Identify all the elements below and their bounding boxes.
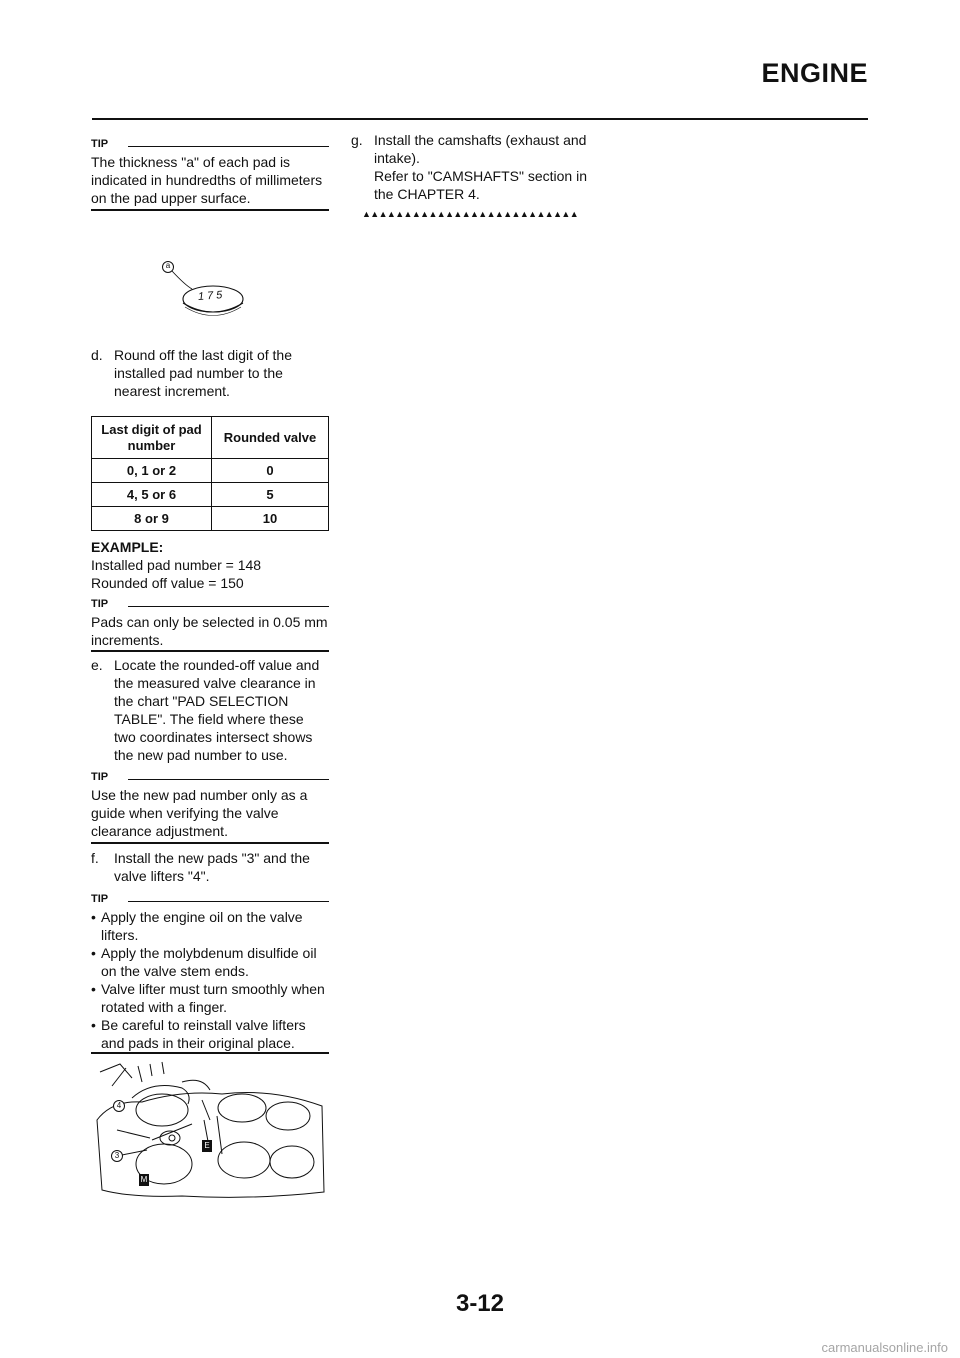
end-of-procedure-marker: ▲▲▲▲▲▲▲▲▲▲▲▲▲▲▲▲▲▲▲▲▲▲▲▲▲▲ <box>362 209 579 219</box>
step-text: Locate the rounded-off value and the measured valve clearance in the chart "PAD SELECTION TABLE". The field where these two coordinates intersect shows the new pad number to use. <box>114 657 320 763</box>
tip-end-rule <box>91 209 329 211</box>
tip-text: Use the new pad number only as a guide when verifying the valve clearance adjustment. <box>91 787 308 839</box>
callout-4: 4 <box>116 1101 122 1110</box>
pad-number: 175 <box>197 289 226 303</box>
table-row <box>92 507 329 531</box>
tip-label: TIP <box>91 893 109 905</box>
pad-callout: a <box>165 261 171 270</box>
engine-figure <box>92 1060 328 1200</box>
tip-rule <box>128 146 329 147</box>
table-cell: 5 <box>212 483 329 507</box>
step-label: d. <box>91 347 103 363</box>
step-label: e. <box>91 657 103 673</box>
tip-end-rule <box>91 1052 329 1054</box>
list-item: • Apply the molybdenum disulfide oil on the valve stem ends. <box>91 945 317 979</box>
step-text: Round off the last digit of the installed pad number to the nearest increment. <box>114 347 292 399</box>
step-label: g. <box>351 132 363 148</box>
table-cell: 4, 5 or 6 <box>92 483 212 507</box>
step-e <box>91 656 329 764</box>
table-row <box>92 459 329 483</box>
step-label: f. <box>91 850 99 866</box>
page-number: 3-12 <box>455 1290 505 1317</box>
list-item: • Be careful to reinstall valve lifters and pads in their original place. <box>91 1017 306 1051</box>
tip-label: TIP <box>91 771 109 783</box>
pad-figure <box>150 255 260 330</box>
table-cell: 0 <box>212 459 329 483</box>
table-row <box>92 483 329 507</box>
example-line: Rounded off value = 150 <box>91 575 244 591</box>
header-rule <box>92 118 868 120</box>
tip-box-3 <box>91 771 329 845</box>
callout-3: 3 <box>114 1151 120 1160</box>
tip-box-1 <box>91 138 329 213</box>
table-cell: 8 or 9 <box>92 507 212 531</box>
table-header-cell: Rounded valve <box>212 417 329 459</box>
step-d <box>91 346 329 400</box>
example-title: EXAMPLE: <box>91 539 164 555</box>
table-cell: 0, 1 or 2 <box>92 459 212 483</box>
step-text: Refer to "CAMSHAFTS" section in the CHAPTER 4. <box>374 168 588 202</box>
table-cell: 10 <box>212 507 329 531</box>
tip-text: The thickness "a" of each pad is indicated in hundredths of millimeters on the pad upper surface. <box>91 154 323 206</box>
tip-rule <box>128 779 329 780</box>
tip-box-2 <box>91 598 329 652</box>
step-g <box>351 131 601 203</box>
oil-tag-m: M <box>140 1175 148 1184</box>
tip-text: Pads can only be selected in 0.05 mm increments. <box>91 614 328 648</box>
tip-label: TIP <box>91 138 109 150</box>
watermark: carmanualsonline.info <box>821 1340 948 1355</box>
page-title: ENGINE <box>761 58 868 88</box>
step-f <box>91 849 329 885</box>
example-line: Installed pad number = 148 <box>91 557 262 573</box>
table-header-row <box>92 417 329 459</box>
step-text: Install the new pads "3" and the valve lifters "4". <box>114 850 310 884</box>
tip-end-rule <box>91 842 329 844</box>
tip-rule <box>128 606 329 607</box>
step-text: Install the camshafts (exhaust and intake). <box>374 132 587 166</box>
example-block <box>91 538 329 592</box>
table-header-cell: Last digit of pad number <box>92 417 212 459</box>
oil-tag-e: E <box>204 1141 210 1150</box>
tip-box-4 <box>91 893 329 1055</box>
tip-rule <box>128 901 329 902</box>
tip-bullet-list <box>91 908 329 1052</box>
tip-label: TIP <box>91 598 109 610</box>
cylinder-head-illustration <box>92 1060 328 1200</box>
tip-end-rule <box>91 650 329 652</box>
list-item: • Apply the engine oil on the valve lifters. <box>91 909 303 943</box>
list-item: • Valve lifter must turn smoothly when rotated with a finger. <box>91 981 325 1015</box>
rounding-table <box>91 416 329 531</box>
